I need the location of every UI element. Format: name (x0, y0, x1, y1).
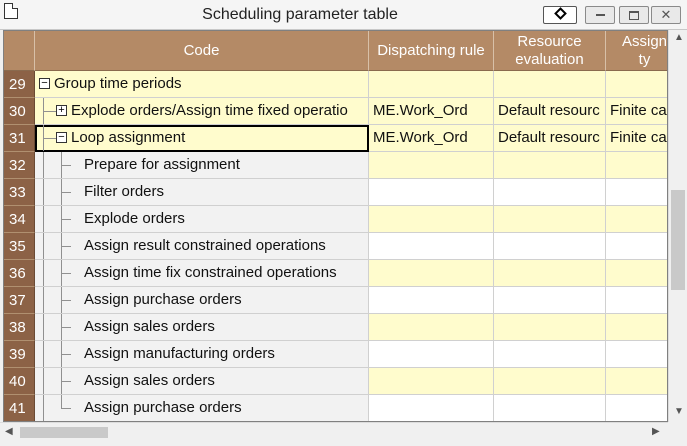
row-number[interactable]: 34 (4, 206, 35, 233)
table-row[interactable] (4, 152, 668, 179)
resource-evaluation-cell[interactable] (494, 152, 606, 179)
dispatching-rule-cell[interactable] (369, 395, 494, 422)
tree-line (43, 314, 44, 341)
scroll-right-icon[interactable]: ▶ (652, 426, 660, 437)
column-header-code[interactable]: Code (35, 31, 369, 71)
tree-line (61, 327, 71, 328)
code-label: Prepare for assignment (84, 156, 240, 173)
tree-line (61, 165, 71, 166)
close-button[interactable] (651, 6, 681, 24)
table-row[interactable] (4, 368, 668, 395)
code-cell[interactable] (35, 71, 369, 98)
code-label: Assign sales orders (84, 372, 215, 389)
minimize-button[interactable] (585, 6, 615, 24)
table-row[interactable] (4, 341, 668, 368)
collapse-icon[interactable]: − (56, 132, 67, 143)
scroll-down-icon[interactable]: ▼ (674, 406, 684, 417)
dispatching-rule-cell[interactable] (369, 314, 494, 341)
dispatching-rule-cell[interactable] (369, 260, 494, 287)
code-cell[interactable] (35, 179, 369, 206)
corner-header[interactable] (4, 31, 35, 71)
table-row[interactable] (4, 206, 668, 233)
code-cell[interactable] (35, 341, 369, 368)
resource-evaluation-cell[interactable] (494, 314, 606, 341)
resource-evaluation-cell[interactable] (494, 260, 606, 287)
dispatching-rule-cell[interactable] (369, 71, 494, 98)
code-label: Loop assignment (71, 129, 186, 146)
resource-evaluation-cell[interactable] (494, 233, 606, 260)
row-number[interactable]: 37 (4, 287, 35, 314)
tree-line (43, 233, 44, 260)
tree-line (43, 111, 56, 112)
tree-line (61, 192, 71, 193)
code-cell[interactable] (35, 125, 369, 152)
row-number[interactable]: 33 (4, 179, 35, 206)
row-number[interactable]: 36 (4, 260, 35, 287)
resource-evaluation-cell[interactable] (494, 206, 606, 233)
assign-type-cell[interactable] (606, 152, 668, 179)
resource-evaluation-cell[interactable]: Default resourc (494, 125, 606, 152)
code-label: Assign result constrained operations (84, 237, 326, 254)
code-label: Filter orders (84, 183, 165, 200)
scrollbar-corner (668, 422, 687, 442)
table-row[interactable] (4, 395, 668, 422)
code-label: Assign purchase orders (84, 291, 242, 308)
dispatching-rule-cell[interactable]: ME.Work_Ord (369, 98, 494, 125)
row-number[interactable]: 38 (4, 314, 35, 341)
assign-type-cell[interactable] (606, 287, 668, 314)
column-header-resource-evaluation[interactable]: Resource evaluation (494, 31, 606, 71)
scroll-left-icon[interactable]: ◀ (5, 426, 13, 437)
tree-line (61, 246, 71, 247)
code-label: Assign manufacturing orders (84, 345, 275, 362)
maximize-icon (629, 11, 639, 20)
resource-evaluation-cell[interactable] (494, 71, 606, 98)
code-label: Assign time fix constrained operations (84, 264, 337, 281)
window-title: Scheduling parameter table (202, 6, 398, 23)
scroll-up-icon[interactable]: ▲ (674, 32, 684, 43)
assign-type-cell[interactable] (606, 260, 668, 287)
code-cell[interactable] (35, 260, 369, 287)
tree-line (61, 408, 71, 409)
dispatching-rule-cell[interactable]: ME.Work_Ord (369, 125, 494, 152)
resource-evaluation-cell[interactable]: Default resourc (494, 98, 606, 125)
tree-line (43, 287, 44, 314)
assign-type-cell[interactable] (606, 314, 668, 341)
table-row[interactable] (4, 71, 668, 98)
code-cell[interactable] (35, 314, 369, 341)
dispatching-rule-cell[interactable] (369, 287, 494, 314)
tree-line (61, 395, 62, 409)
header-row (4, 31, 668, 71)
diamond-icon (554, 7, 567, 20)
table-row[interactable] (4, 233, 668, 260)
row-number[interactable]: 29 (4, 71, 35, 98)
row-number[interactable]: 30 (4, 98, 35, 125)
resource-evaluation-cell[interactable] (494, 179, 606, 206)
tree-line (43, 138, 56, 139)
tree-line (61, 273, 71, 274)
dispatching-rule-cell[interactable] (369, 341, 494, 368)
resource-evaluation-cell[interactable] (494, 368, 606, 395)
minimize-icon (596, 14, 605, 16)
assign-type-cell[interactable] (606, 368, 668, 395)
tree-line (43, 179, 44, 206)
tree-line (43, 395, 44, 422)
dispatching-rule-cell[interactable] (369, 179, 494, 206)
dispatching-rule-cell[interactable] (369, 152, 494, 179)
diamond-button[interactable] (543, 6, 577, 24)
code-cell[interactable] (35, 368, 369, 395)
resource-evaluation-cell[interactable] (494, 395, 606, 422)
table-row[interactable] (4, 287, 668, 314)
row-number[interactable]: 35 (4, 233, 35, 260)
code-label: Group time periods (54, 75, 182, 92)
assign-type-cell[interactable]: Finite ca (606, 125, 668, 152)
row-number[interactable]: 39 (4, 341, 35, 368)
row-number[interactable]: 41 (4, 395, 35, 422)
expand-icon[interactable]: + (56, 105, 67, 116)
vertical-scrollbar[interactable] (668, 30, 687, 422)
dispatching-rule-cell[interactable] (369, 233, 494, 260)
code-cell[interactable] (35, 395, 369, 422)
tree-line (43, 206, 44, 233)
title-bar (0, 0, 687, 30)
assign-type-cell[interactable] (606, 233, 668, 260)
assign-type-cell[interactable] (606, 341, 668, 368)
row-number[interactable]: 32 (4, 152, 35, 179)
dispatching-rule-cell[interactable] (369, 206, 494, 233)
code-cell[interactable] (35, 206, 369, 233)
column-header-dispatching-rule[interactable]: Dispatching rule (369, 31, 494, 71)
table-row[interactable] (4, 179, 668, 206)
close-icon: ✕ (660, 7, 672, 22)
tree-line (61, 219, 71, 220)
resource-evaluation-cell[interactable] (494, 287, 606, 314)
code-cell[interactable] (35, 152, 369, 179)
code-label: Explode orders/Assign time fixed operatio (71, 102, 348, 119)
assign-type-cell[interactable]: Finite ca (606, 98, 668, 125)
table-row[interactable] (4, 98, 668, 125)
maximize-button[interactable] (619, 6, 649, 24)
tree-line (43, 368, 44, 395)
code-cell[interactable] (35, 98, 369, 125)
code-cell[interactable] (35, 233, 369, 260)
dispatching-rule-cell[interactable] (369, 368, 494, 395)
code-label: Explode orders (84, 210, 185, 227)
assign-type-cell[interactable] (606, 395, 668, 422)
column-header-assign-type[interactable]: Assign ty (606, 31, 668, 71)
row-number[interactable]: 31 (4, 125, 35, 152)
collapse-icon[interactable]: − (39, 78, 50, 89)
table-row[interactable] (4, 125, 668, 152)
table-row[interactable] (4, 314, 668, 341)
horizontal-scroll-thumb[interactable] (20, 427, 108, 438)
horizontal-scrollbar[interactable] (0, 422, 668, 442)
table-row[interactable] (4, 260, 668, 287)
code-cell[interactable] (35, 287, 369, 314)
tree-line (61, 300, 71, 301)
vertical-scroll-thumb[interactable] (671, 190, 685, 290)
resource-evaluation-cell[interactable] (494, 341, 606, 368)
document-icon[interactable] (4, 3, 18, 19)
tree-line (43, 260, 44, 287)
tree-line (43, 341, 44, 368)
parameter-grid (3, 30, 668, 422)
tree-line (61, 354, 71, 355)
assign-type-cell[interactable] (606, 179, 668, 206)
tree-line (61, 381, 71, 382)
row-number[interactable]: 40 (4, 368, 35, 395)
assign-type-cell[interactable] (606, 206, 668, 233)
code-label: Assign sales orders (84, 318, 215, 335)
tree-line (43, 152, 44, 179)
assign-type-cell[interactable] (606, 71, 668, 98)
code-label: Assign purchase orders (84, 399, 242, 416)
